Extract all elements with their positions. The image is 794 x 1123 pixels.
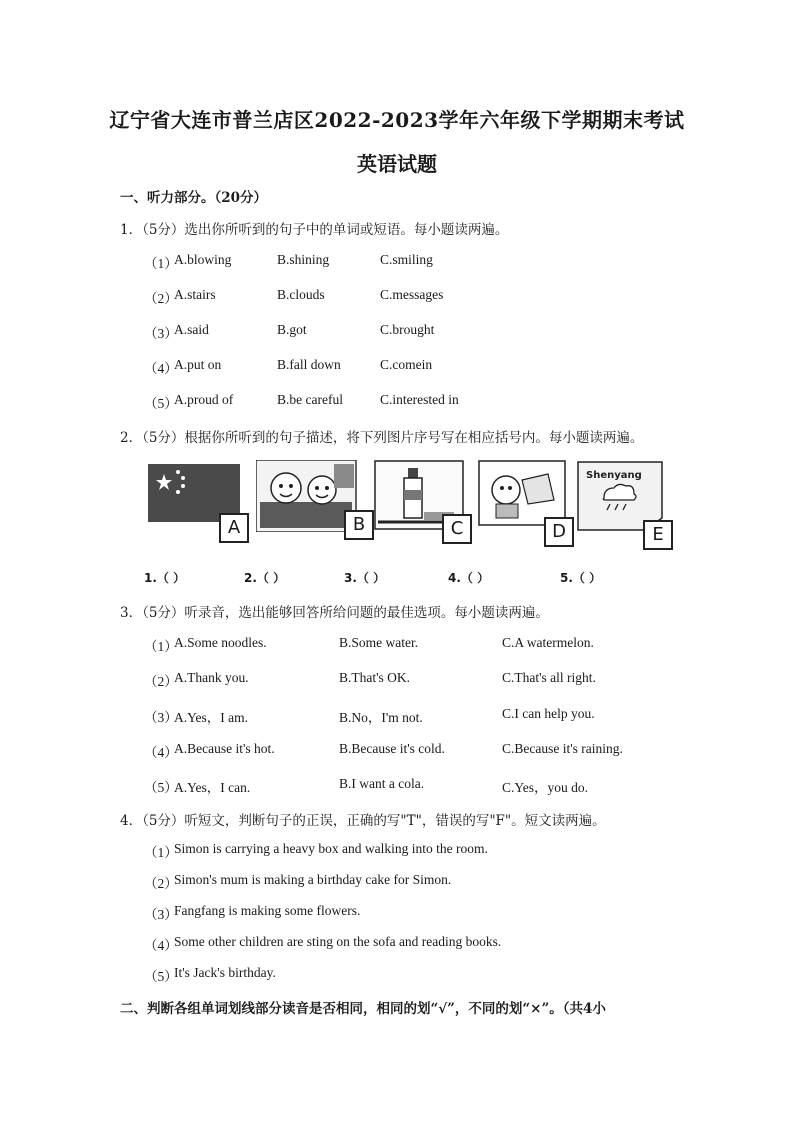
q1-item-number: （4） <box>144 361 178 376</box>
q3-item-number: （1） <box>144 639 178 654</box>
q4-statement: It's Jack's birthday. <box>174 965 276 980</box>
q4-item-number: （3） <box>144 907 178 922</box>
q3-option-b: B.Some water. <box>339 635 419 650</box>
q4-statement: Fangfang is making some flowers. <box>174 903 361 918</box>
q1-option-b: B.shining <box>277 252 330 267</box>
q1-item-number: （3） <box>144 326 178 341</box>
q4-statement: Some other children are sting on the sofa and reading books. <box>174 934 502 949</box>
picture-label: B <box>344 510 374 540</box>
q3-item-number: （3） <box>144 710 178 725</box>
q3-option-c: C.A watermelon. <box>502 635 594 650</box>
q1-option-b: B.clouds <box>277 287 325 302</box>
q3-option-c: C.I can help you. <box>502 706 595 721</box>
q1-option-a: A.put on <box>174 357 222 372</box>
q1-item-number: （5） <box>144 396 178 411</box>
q1-item-number: （1） <box>144 256 178 271</box>
q3-option-b: B.I want a cola. <box>339 776 425 791</box>
q1-option-b: B.got <box>277 322 307 337</box>
children-image <box>256 460 358 532</box>
exam-title: 辽宁省大连市普兰店区2022-2023学年六年级下学期期末考试 <box>109 108 685 132</box>
section2-heading: 二、判断各组单词划线部分读音是否相同，相同的划“√”，不同的划“×”。（共4小 <box>120 1001 606 1017</box>
q1-option-a: A.proud of <box>174 392 234 407</box>
q3-option-a: A.Because it's hot. <box>174 741 275 756</box>
q4-statement: Simon is carrying a heavy box and walking into the room. <box>174 841 488 856</box>
q3-item-number: （2） <box>144 674 178 689</box>
q3-item-number: （4） <box>144 745 178 760</box>
q3-option-c: C.Yes，you do. <box>502 780 589 795</box>
q3-option-b: B.That's OK. <box>339 670 411 685</box>
q1-option-c: C.comein <box>380 357 433 372</box>
q1-option-a: A.stairs <box>174 287 216 302</box>
q1-item-number: （2） <box>144 291 178 306</box>
answer-blank[interactable]: 5.（ ） <box>560 571 602 585</box>
q3-option-b: B.No，I'm not. <box>339 710 423 725</box>
card-city-text: Shenyang <box>586 470 642 481</box>
q3-option-a: A.Yes，I can. <box>174 780 251 795</box>
picture-b <box>256 460 358 545</box>
q3-option-a: A.Thank you. <box>174 670 249 685</box>
q1-option-a: A.said <box>174 322 209 337</box>
picture-label: D <box>544 517 574 547</box>
q1-option-c: C.interested in <box>380 392 459 407</box>
answer-blank[interactable]: 4.（ ） <box>448 571 490 585</box>
q2-prompt: 2．（5分）根据你所听到的句子描述，将下列图片序号写在相应括号内。每小题读两遍。 <box>120 430 644 446</box>
q1-option-c: C.smiling <box>380 252 433 267</box>
q3-option-a: A.Some noodles. <box>174 635 267 650</box>
answer-blank[interactable]: 2.（ ） <box>244 571 286 585</box>
q1-prompt: 1．（5分）选出你所听到的句子中的单词或短语。每小题读两遍。 <box>120 222 509 238</box>
q1-option-b: B.fall down <box>277 357 341 372</box>
q3-prompt: 3．（5分）听录音，选出能够回答所给问题的最佳选项。每小题读两遍。 <box>120 605 549 621</box>
picture-label: A <box>219 513 249 543</box>
picture-label: C <box>442 514 472 544</box>
exam-subtitle: 英语试题 <box>357 152 437 176</box>
q4-item-number: （2） <box>144 876 178 891</box>
q1-option-c: C.brought <box>380 322 435 337</box>
q4-item-number: （4） <box>144 938 178 953</box>
q1-option-b: B.be careful <box>277 392 343 407</box>
q3-option-c: C.That's all right. <box>502 670 596 685</box>
q3-item-number: （5） <box>144 780 178 795</box>
q4-item-number: （5） <box>144 969 178 984</box>
q1-option-a: A.blowing <box>174 252 232 267</box>
q4-item-number: （1） <box>144 845 178 860</box>
section1-heading: 一、听力部分。（20分） <box>120 190 268 206</box>
q3-option-b: B.Because it's cold. <box>339 741 445 756</box>
q1-option-c: C.messages <box>380 287 444 302</box>
q4-prompt: 4．（5分）听短文，判断句子的正误，正确的写"T"，错误的写"F"。短文读两遍。 <box>120 813 606 829</box>
picture-label: E <box>643 520 673 550</box>
q3-option-a: A.Yes，I am. <box>174 710 249 725</box>
q3-option-c: C.Because it's raining. <box>502 741 623 756</box>
q4-statement: Simon's mum is making a birthday cake for Simon. <box>174 872 452 887</box>
answer-blank[interactable]: 1.（ ） <box>144 571 186 585</box>
answer-blank[interactable]: 3.（ ） <box>344 571 386 585</box>
